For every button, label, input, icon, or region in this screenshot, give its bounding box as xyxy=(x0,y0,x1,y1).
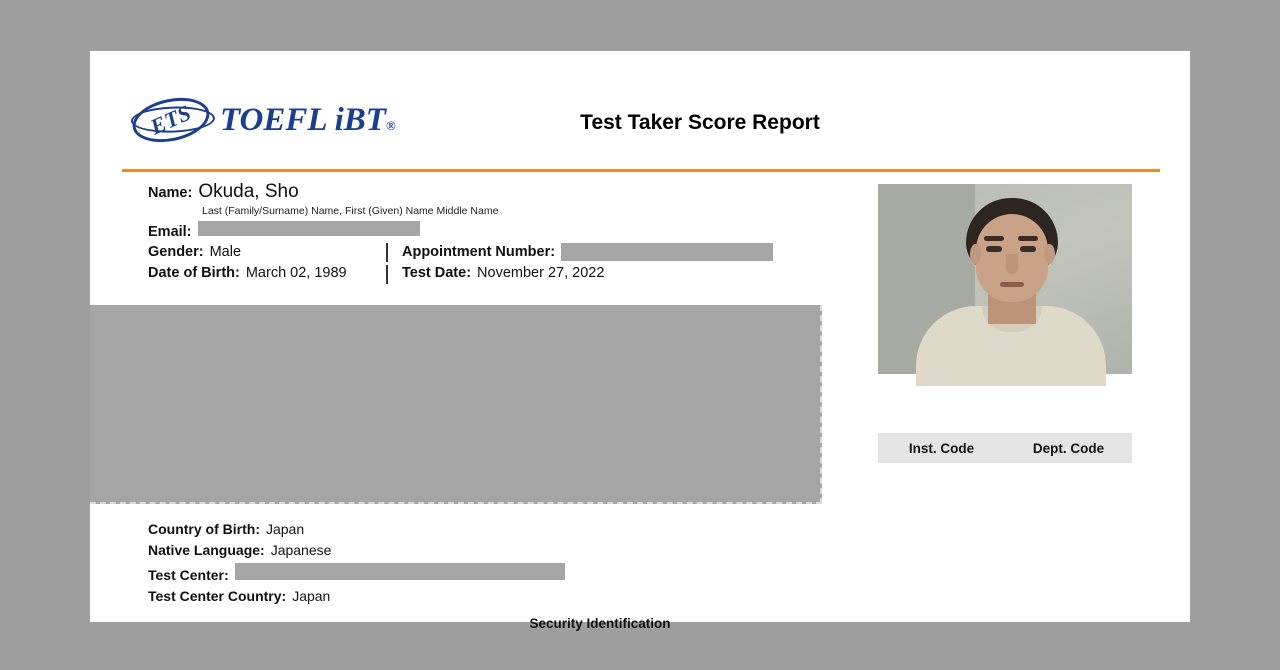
name-caption: Last (Family/Surname) Name, First (Given) Name Middle Name xyxy=(202,205,499,217)
native-language-row xyxy=(148,542,565,558)
page-title: Test Taker Score Report xyxy=(580,111,820,134)
dob-testdate-row xyxy=(148,265,868,284)
country-of-birth-row xyxy=(148,521,565,537)
institution-code-table xyxy=(878,433,1132,463)
country-of-birth-label: Country of Birth: xyxy=(148,521,260,537)
date-of-birth-label: Date of Birth: xyxy=(148,265,240,281)
appointment-group xyxy=(402,243,773,261)
name-label: Name: xyxy=(148,185,193,201)
test-date-value: November 27, 2022 xyxy=(477,265,605,281)
dob-group xyxy=(148,265,386,281)
photo-eye-right xyxy=(1020,246,1036,252)
native-language-value: Japanese xyxy=(270,542,332,558)
appointment-number-redaction xyxy=(561,243,773,261)
report-header xyxy=(90,51,1190,169)
photo-eye-left xyxy=(986,246,1002,252)
photo-ear-right xyxy=(1044,244,1055,264)
photo-brow-right xyxy=(1018,236,1038,241)
gender-label: Gender: xyxy=(148,244,204,260)
security-identification-heading: Security Identification xyxy=(529,616,671,631)
name-row xyxy=(148,181,868,203)
test-center-country-row xyxy=(148,588,565,604)
date-of-birth-value: March 02, 1989 xyxy=(245,265,347,281)
ets-wordmark: ETS xyxy=(146,99,195,140)
email-label: Email: xyxy=(148,224,192,240)
header-divider xyxy=(122,169,1160,172)
gender-value: Male xyxy=(209,244,242,260)
test-center-row xyxy=(148,563,565,583)
score-report-page xyxy=(90,51,1190,631)
registered-mark: ® xyxy=(385,117,396,133)
gender-appointment-row xyxy=(148,243,868,262)
email-row xyxy=(148,221,868,240)
test-center-country-label: Test Center Country: xyxy=(148,588,287,604)
test-taker-info xyxy=(148,181,868,287)
test-taker-photo xyxy=(878,184,1132,374)
photo-mouth xyxy=(1000,282,1024,287)
email-redaction xyxy=(198,221,420,236)
dept-code-header: Dept. Code xyxy=(1032,440,1105,456)
test-date-label: Test Date: xyxy=(402,265,472,281)
appointment-number-label: Appointment Number: xyxy=(402,244,556,260)
test-center-redaction xyxy=(235,563,565,580)
column-divider-2 xyxy=(386,265,388,284)
test-center-country-value: Japan xyxy=(292,588,331,604)
native-language-label: Native Language: xyxy=(148,542,265,558)
test-date-group xyxy=(402,265,604,281)
name-value: Okuda, Sho xyxy=(198,181,299,202)
inst-code-header: Inst. Code xyxy=(908,440,975,456)
column-divider xyxy=(386,243,388,262)
background-info xyxy=(148,521,565,609)
photo-nose xyxy=(1006,254,1018,274)
gender-group xyxy=(148,244,386,260)
scores-section-redaction xyxy=(90,305,822,504)
photo-brow-left xyxy=(984,236,1004,241)
photo-ear-left xyxy=(970,244,981,264)
toefl-wordmark-text: TOEFL iBT xyxy=(220,101,386,138)
country-of-birth-value: Japan xyxy=(265,521,305,537)
test-center-label: Test Center: xyxy=(148,567,229,583)
